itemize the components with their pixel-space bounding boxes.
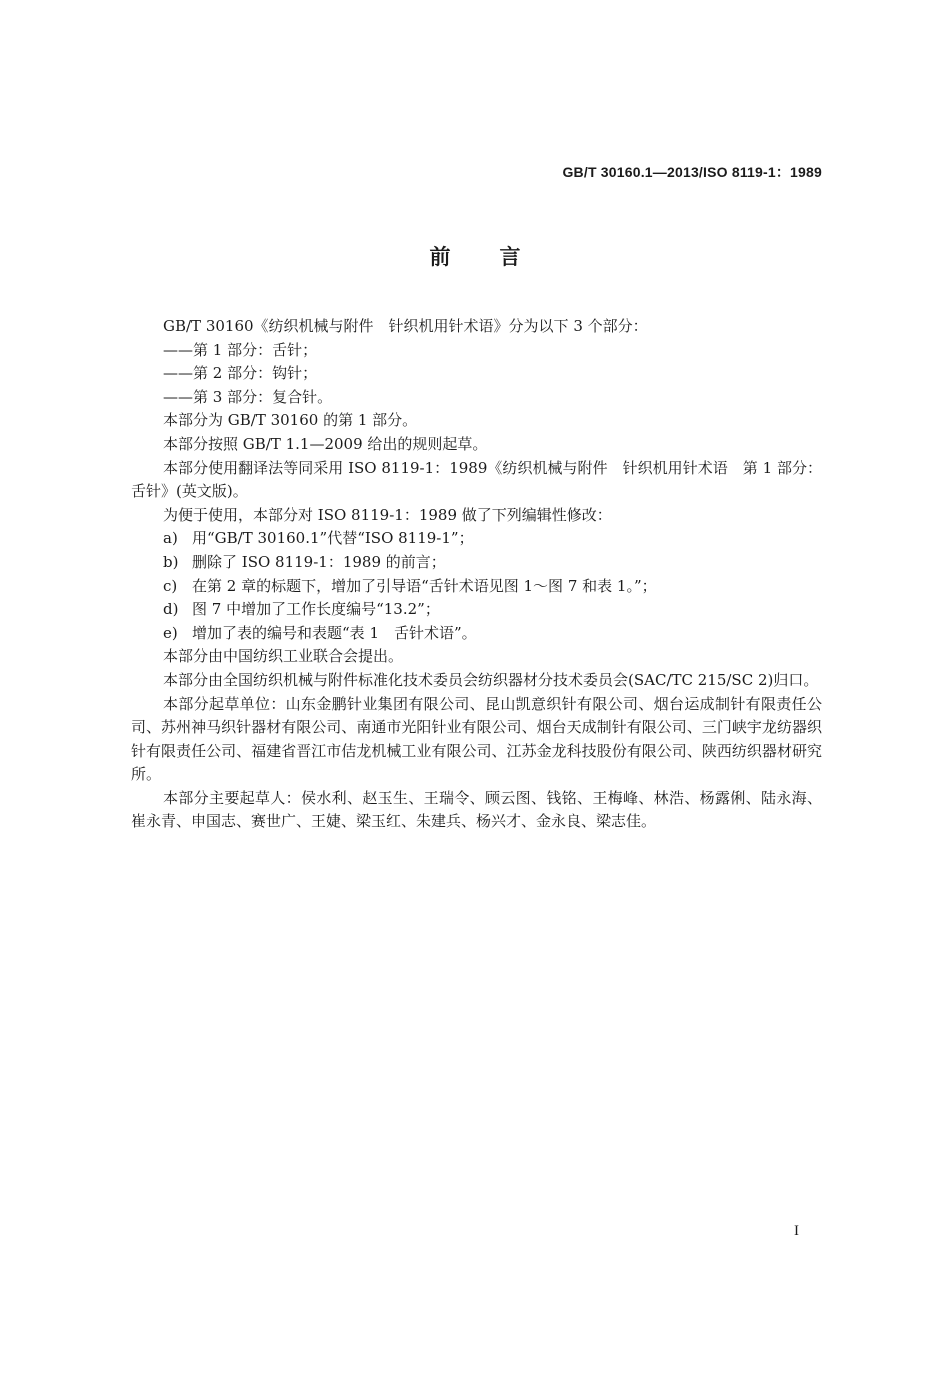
modification-text: 图 7 中增加了工作长度编号“13.2”； [192, 600, 440, 619]
modification-marker: a) [163, 529, 178, 548]
modification-marker: d) [163, 600, 179, 619]
modification-marker: b) [163, 552, 179, 571]
scope-paragraph: 本部分为 GB/T 30160 的第 1 部分。 [163, 411, 418, 430]
modification-marker: e) [163, 623, 178, 642]
foreword-body [131, 315, 822, 834]
drafting-rule-paragraph: 本部分按照 GB/T 1.1—2009 给出的规则起草。 [163, 434, 488, 453]
modification-text: 在第 2 章的标题下，增加了引导语“舌针术语见图 1～图 7 和表 1。”； [192, 576, 657, 595]
intro-paragraph: GB/T 30160《纺织机械与附件 针织机用针术语》分为以下 3 个部分： [163, 317, 648, 335]
modifications-intro-paragraph: 为便于使用，本部分对 ISO 8119-1：1989 做了下列编辑性修改： [163, 505, 612, 524]
part-list-item: ——第 3 部分：复合针。 [163, 387, 333, 406]
modification-text: 增加了表的编号和表题“表 1 舌针术语”。 [192, 623, 477, 642]
modification-item [131, 598, 822, 622]
drafting-units-paragraph: 本部分起草单位：山东金鹏针业集团有限公司、昆山凯意织针有限公司、烟台运成制针有限责任公司、苏州神马织针器材有限公司、南通市光阳针业有限公司、烟台天成制针有限公司、三门峡宇龙纺器织针有限责任公司、福建省晋江市佶龙机械工业有限公司、江苏金龙科技股份有限公司、陕西纺织器材研究所。 [131, 694, 822, 784]
modification-text: 删除了 ISO 8119-1：1989 的前言； [192, 552, 446, 571]
part-list-item: ——第 2 部分：钩针； [163, 364, 318, 383]
part-list-item: ——第 1 部分：舌针； [163, 340, 318, 359]
modification-item [131, 575, 822, 599]
proposer-paragraph: 本部分由中国纺织工业联合会提出。 [163, 647, 404, 666]
modification-item [131, 527, 822, 551]
modification-marker: c) [163, 576, 178, 595]
administrator-paragraph: 本部分由全国纺织机械与附件标准化技术委员会纺织器材分技术委员会(SAC/TC 215/SC 2)归口。 [163, 670, 819, 689]
modification-item [131, 622, 822, 646]
modification-item [131, 551, 822, 575]
adoption-paragraph: 本部分使用翻译法等同采用 ISO 8119-1：1989《纺织机械与附件 针织机用针术语 第 1 部分：舌针》(英文版)。 [131, 458, 822, 501]
foreword-title: 前 言 [429, 245, 535, 269]
page-number: I [794, 1223, 799, 1239]
modification-text: 用“GB/T 30160.1”代替“ISO 8119-1”； [192, 529, 474, 548]
standard-number-header: GB/T 30160.1—2013/ISO 8119-1：1989 [562, 164, 822, 180]
drafters-paragraph: 本部分主要起草人：侯水利、赵玉生、王瑞令、顾云图、钱铭、王梅峰、林浩、杨露俐、陆永海、崔永青、申国志、赛世广、王婕、梁玉红、朱建兵、杨兴才、金永良、梁志佳。 [131, 788, 822, 831]
